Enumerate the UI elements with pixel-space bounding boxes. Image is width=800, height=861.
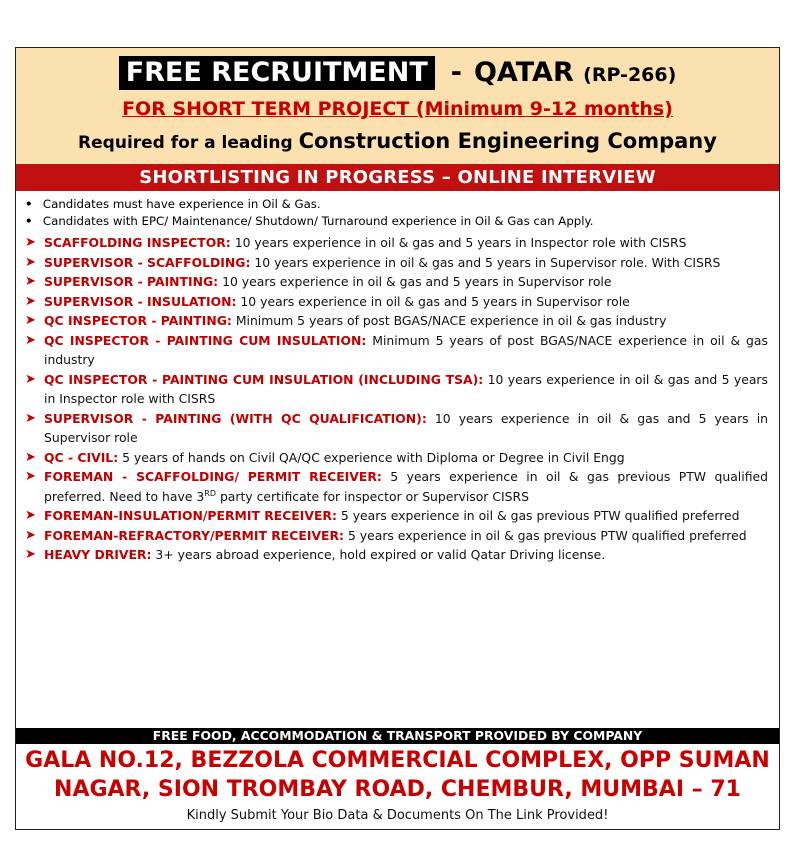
position-description: 10 years experience in oil & gas and 5 years in Supervisor role xyxy=(222,274,612,289)
company-line xyxy=(16,129,779,153)
header-area xyxy=(16,48,779,191)
position-description: 5 years experience in oil & gas previous PTW qualified preferred xyxy=(347,527,747,543)
position-item xyxy=(23,253,768,273)
position-description: 10 years experience in oil & gas and 5 years in Inspector role with CISRS xyxy=(234,235,687,250)
arrowhead-right-icon: ➤ xyxy=(25,254,36,270)
requirement-text: Candidates with EPC/ Maintenance/ Shutdown/ Turnaround experience in Oil & Gas can Apply. xyxy=(42,214,594,228)
arrowhead-right-icon: ➤ xyxy=(25,449,36,465)
position-title: QC INSPECTOR - PAINTING CUM INSULATION (INCLUDING TSA): xyxy=(44,371,484,387)
position-item xyxy=(23,331,768,370)
position-title: HEAVY DRIVER: xyxy=(44,547,152,562)
positions-list xyxy=(23,233,768,565)
arrowhead-right-icon: ➤ xyxy=(25,293,36,309)
position-item xyxy=(23,370,768,409)
reference-code: (RP-266) xyxy=(583,64,677,86)
arrowhead-right-icon: ➤ xyxy=(25,332,36,348)
job-advertisement xyxy=(15,47,780,830)
arrowhead-right-icon: ➤ xyxy=(25,469,36,484)
address-line-1: GALA NO.12, BEZZOLA COMMERCIAL COMPLEX, OPP SUMAN xyxy=(25,748,770,773)
arrowhead-right-icon: ➤ xyxy=(25,508,36,523)
arrowhead-right-icon: ➤ xyxy=(25,274,36,289)
position-item xyxy=(23,545,768,565)
arrowhead-right-icon: ➤ xyxy=(25,371,36,387)
position-item xyxy=(23,409,768,448)
arrowhead-right-icon: ➤ xyxy=(25,235,36,250)
arrowhead-right-icon: ➤ xyxy=(25,547,36,562)
ordinal-superscript: RD xyxy=(204,488,216,498)
position-title: QC - CIVIL: xyxy=(44,449,119,465)
position-item xyxy=(23,448,768,468)
position-item xyxy=(23,467,768,506)
benefits-banner: FREE FOOD, ACCOMMODATION & TRANSPORT PROVIDED BY COMPANY xyxy=(16,728,779,744)
position-item xyxy=(23,506,768,526)
position-title: QC INSPECTOR - PAINTING CUM INSULATION: xyxy=(44,332,367,348)
position-description: 10 years experience in oil & gas and 5 years in Supervisor role. With CISRS xyxy=(254,254,721,270)
position-title: SUPERVISOR - SCAFFOLDING: xyxy=(44,254,251,270)
headline xyxy=(16,57,779,91)
position-description: 3+ years abroad experience, hold expired or valid Qatar Driving license. xyxy=(155,547,606,562)
bullet-dot-icon: • xyxy=(25,214,33,228)
position-title: SUPERVISOR - INSULATION: xyxy=(44,293,237,309)
position-description: Minimum 5 years of post BGAS/NACE experience in oil & gas industry xyxy=(235,313,667,328)
project-duration-line: FOR SHORT TERM PROJECT (Minimum 9-12 months) xyxy=(122,98,673,120)
position-description: Minimum 5 years of post BGAS/NACE experience in oil & gas industry xyxy=(44,332,768,367)
position-item xyxy=(23,311,768,331)
country-label: QATAR xyxy=(473,57,574,88)
address-line-2: NAGAR, SION TROMBAY ROAD, CHEMBUR, MUMBAI – 71 xyxy=(54,777,741,802)
position-title: FOREMAN-REFRACTORY/PERMIT RECEIVER: xyxy=(44,527,344,543)
position-description: 5 years experience in oil & gas previous PTW qualified preferred xyxy=(340,508,740,523)
position-description-continued: party certificate for inspector or Supervisor CISRS xyxy=(216,488,529,504)
position-title: FOREMAN-INSULATION/PERMIT RECEIVER: xyxy=(44,508,337,523)
position-title: FOREMAN - SCAFFOLDING/ PERMIT RECEIVER: xyxy=(44,469,382,484)
submission-note: Kindly Submit Your Bio Data & Documents On The Link Provided! xyxy=(186,808,609,823)
position-item xyxy=(23,233,768,253)
requirement-item xyxy=(25,196,770,213)
position-description: 10 years experience in oil & gas and 5 years in Supervisor role xyxy=(44,410,769,445)
position-description: 10 years experience in oil & gas and 5 years in Supervisor role xyxy=(240,293,630,309)
position-item xyxy=(23,292,768,312)
arrowhead-right-icon: ➤ xyxy=(25,527,36,543)
position-item xyxy=(23,526,768,546)
arrowhead-right-icon: ➤ xyxy=(25,313,36,328)
bullet-dot-icon: • xyxy=(25,197,33,211)
position-item xyxy=(23,272,768,292)
position-title: QC INSPECTOR - PAINTING: xyxy=(44,313,232,328)
position-description: 5 years experience in oil & gas previous PTW qualified preferred. Need to have 3 xyxy=(44,469,768,504)
position-title: SUPERVISOR - PAINTING (WITH QC QUALIFICATION): xyxy=(44,410,427,426)
requirement-item xyxy=(25,213,770,230)
position-description: 5 years of hands on Civil QA/QC experience with Diploma or Degree in Civil Engg xyxy=(122,449,625,465)
position-title: SUPERVISOR - PAINTING: xyxy=(44,274,219,289)
requirements-list xyxy=(25,196,773,230)
required-prefix: Required for a leading xyxy=(78,133,293,153)
position-description: 10 years experience in oil & gas and 5 years in Inspector role with CISRS xyxy=(44,371,768,406)
free-recruitment-label: FREE RECRUITMENT xyxy=(119,56,435,90)
arrowhead-right-icon: ➤ xyxy=(25,410,36,426)
shortlisting-banner: SHORTLISTING IN PROGRESS – ONLINE INTERVIEW xyxy=(16,164,779,191)
requirement-text: Candidates must have experience in Oil & Gas. xyxy=(42,197,321,211)
company-type: Construction Engineering Company xyxy=(298,129,717,153)
position-title: SCAFFOLDING INSPECTOR: xyxy=(44,235,231,250)
headline-dash: - xyxy=(450,57,462,88)
